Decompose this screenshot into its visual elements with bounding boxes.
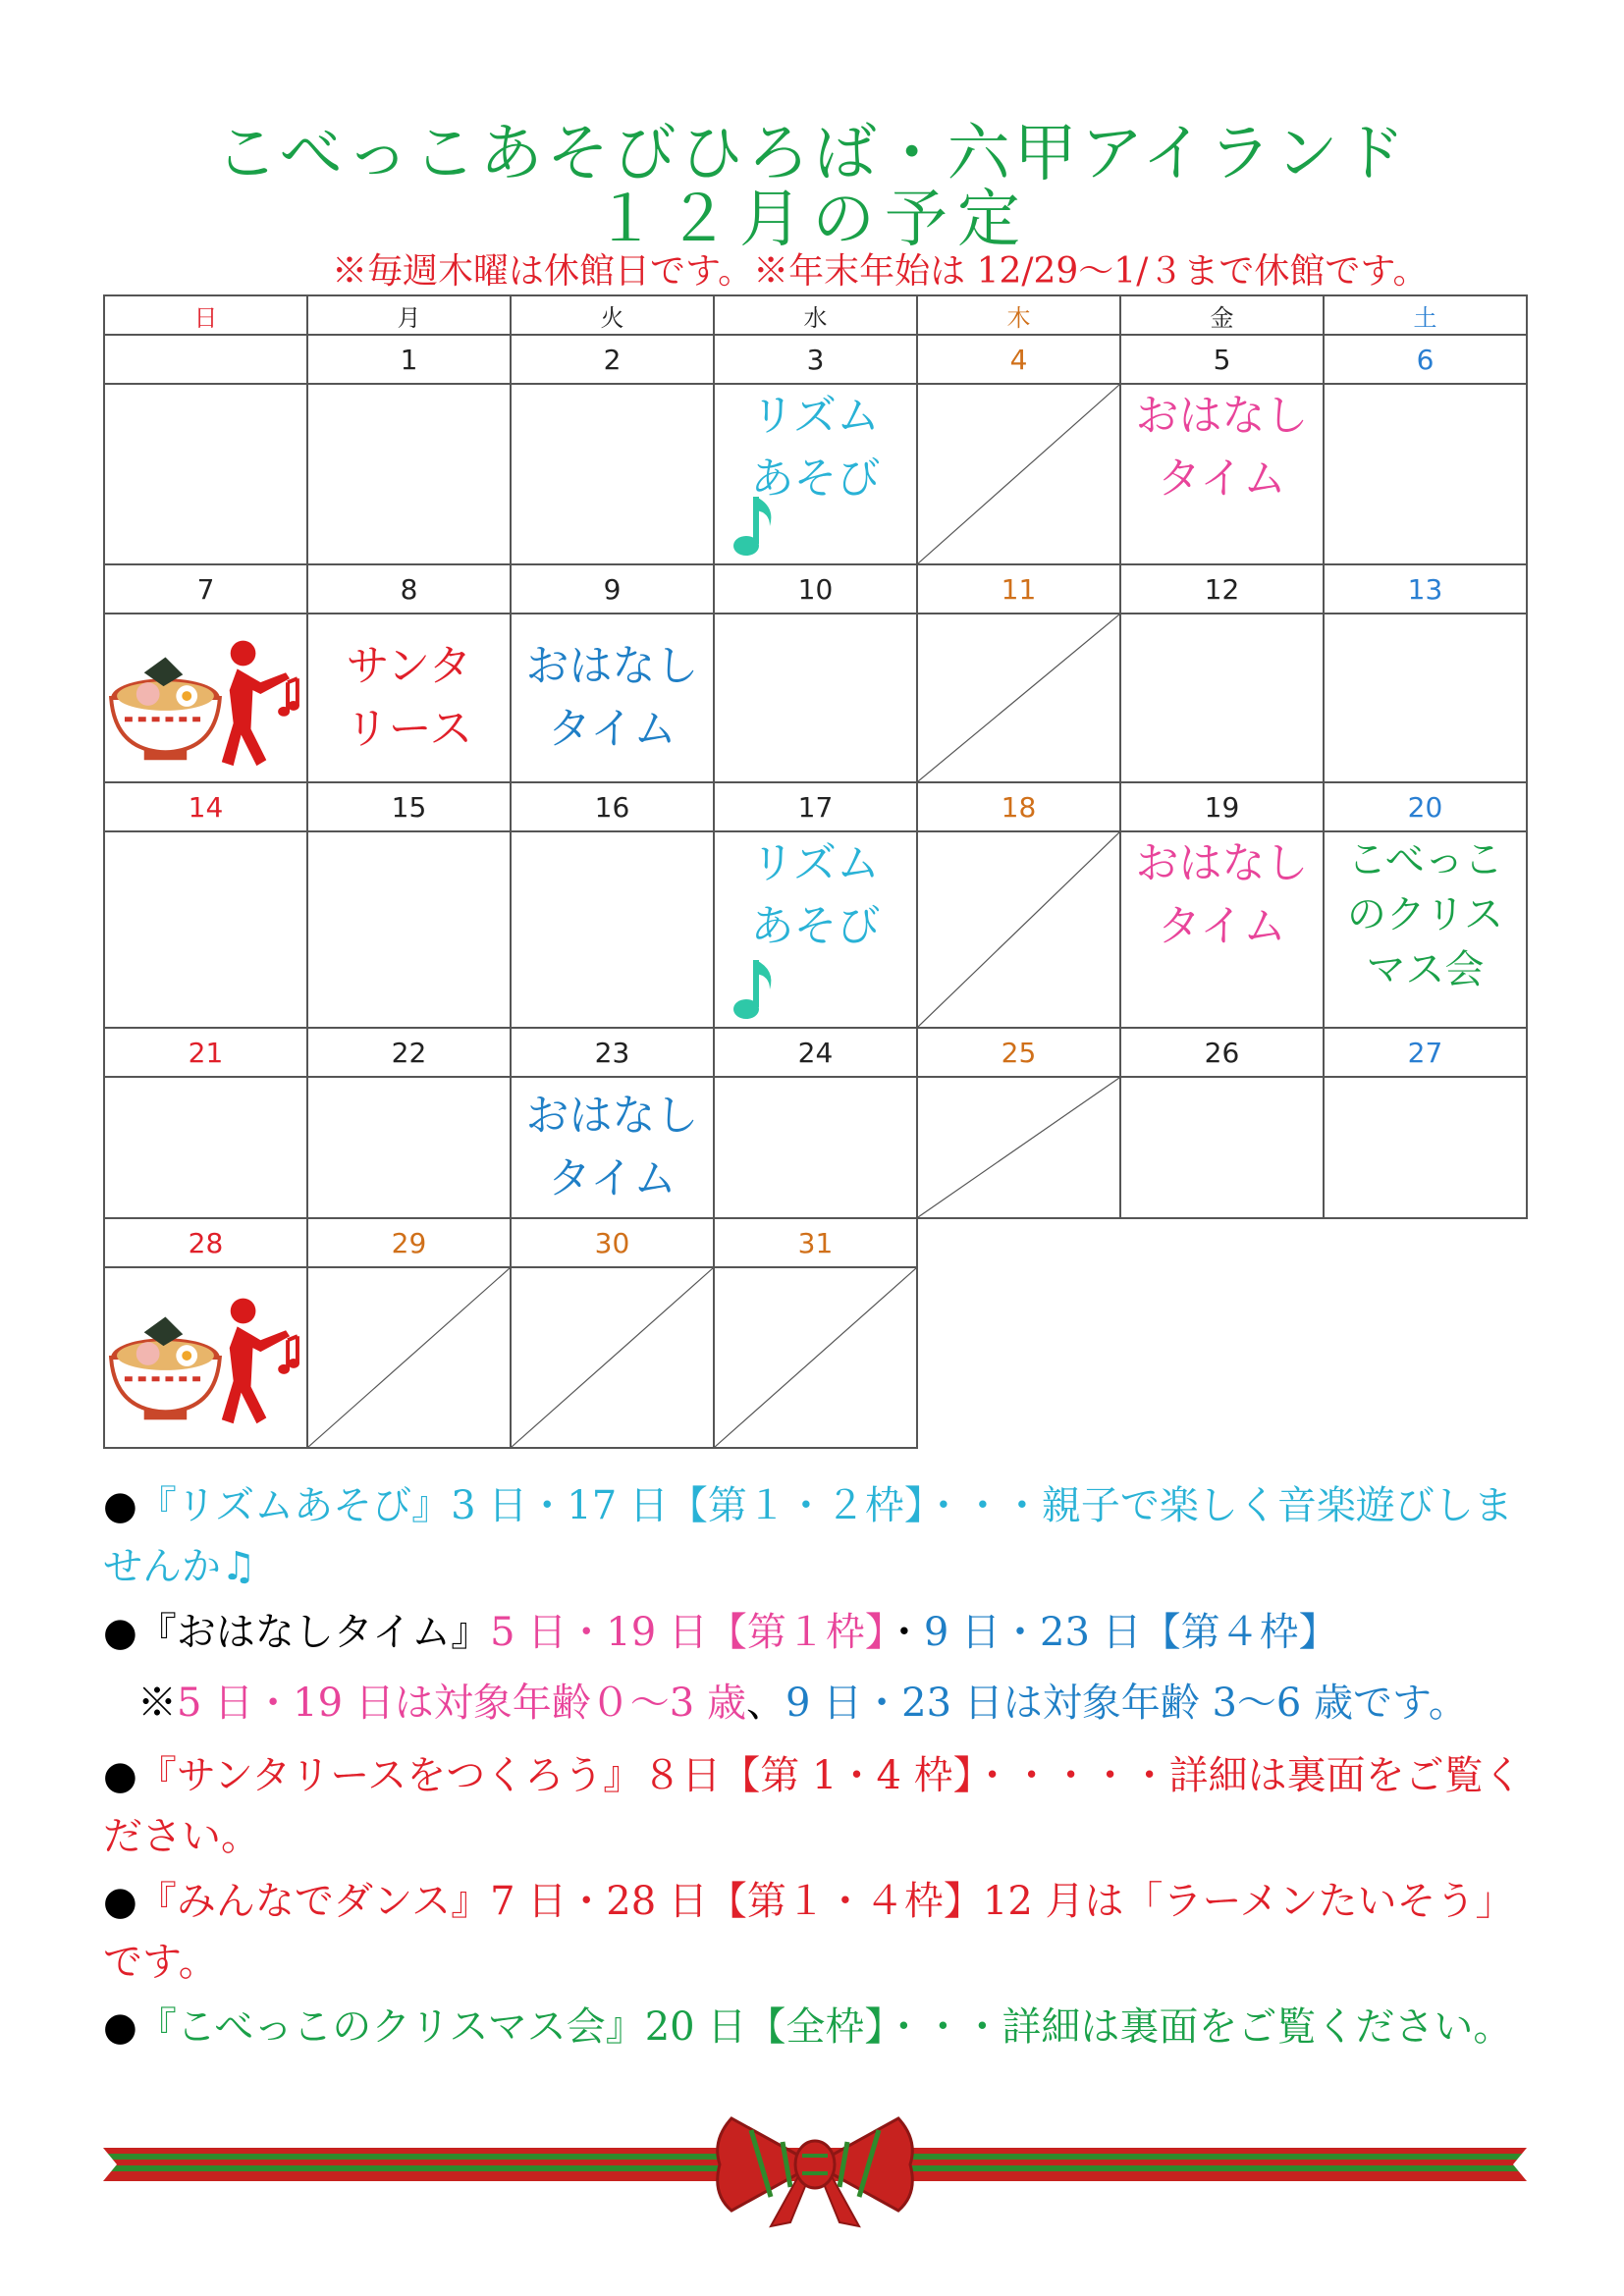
event-label: リズム bbox=[750, 391, 881, 441]
date-cell: 10 bbox=[714, 564, 917, 614]
music-note-icon bbox=[732, 956, 782, 1025]
closed-slash bbox=[512, 1268, 713, 1447]
date-cell: 31 bbox=[714, 1218, 917, 1267]
event-cell bbox=[1120, 1077, 1324, 1218]
event-label: こべっこ bbox=[1347, 837, 1503, 882]
desc-ohanashi bbox=[103, 1602, 1527, 1663]
ribbon-bow-decoration bbox=[103, 2101, 1527, 2228]
closure-notice: ※毎週木曜は休館日です。※年末年始は 12/29～1/３まで休館です。 bbox=[332, 251, 1429, 292]
event-cell bbox=[511, 384, 714, 564]
weekday-mon: 月 bbox=[307, 295, 511, 335]
weekday-header-row bbox=[104, 295, 1527, 335]
desc-dance bbox=[103, 1871, 1527, 1993]
date-cell: 28 bbox=[104, 1218, 307, 1267]
date-cell: 12 bbox=[1120, 564, 1324, 614]
date-cell: 6 bbox=[1324, 335, 1527, 384]
date-cell: 16 bbox=[511, 782, 714, 831]
note-part1: 5 日・19 日は対象年齢０～3 歳 bbox=[177, 1681, 746, 1726]
empty-cell bbox=[1120, 1267, 1324, 1448]
closed-cell bbox=[307, 1267, 511, 1448]
desc-dance-text: 『みんなでダンス』7 日・28 日【第１・４枠】12 月は「ラーメンたいそう」です。 bbox=[103, 1879, 1515, 1985]
date-cell: 13 bbox=[1324, 564, 1527, 614]
event-cell bbox=[307, 831, 511, 1028]
event-label: おはなし bbox=[525, 641, 699, 691]
date-cell: 5 bbox=[1120, 335, 1324, 384]
desc-separator: ・ bbox=[884, 1610, 924, 1655]
bullet: ● bbox=[103, 1879, 137, 1924]
week-4-events bbox=[104, 1077, 1527, 1218]
event-label: リース bbox=[345, 704, 473, 754]
date-cell: 27 bbox=[1324, 1028, 1527, 1077]
event-cell bbox=[1324, 384, 1527, 564]
closed-slash bbox=[918, 1078, 1119, 1217]
weekday-wed: 水 bbox=[714, 295, 917, 335]
desc-xmas bbox=[103, 1997, 1527, 2057]
date-cell: 1 bbox=[307, 335, 511, 384]
empty-cell bbox=[1120, 1218, 1324, 1267]
event-santa bbox=[307, 614, 511, 782]
closed-cell bbox=[511, 1267, 714, 1448]
date-cell: 14 bbox=[104, 782, 307, 831]
empty-cell bbox=[917, 1267, 1120, 1448]
week-5-events bbox=[104, 1267, 1527, 1448]
closed-slash bbox=[308, 1268, 510, 1447]
event-cell bbox=[307, 384, 511, 564]
event-cell bbox=[1324, 1077, 1527, 1218]
date-cell: 4 bbox=[917, 335, 1120, 384]
calendar-table bbox=[103, 294, 1528, 1449]
weekday-sun: 日 bbox=[104, 295, 307, 335]
closed-slash bbox=[918, 832, 1119, 1027]
event-cell bbox=[1324, 614, 1527, 782]
date-cell: 18 bbox=[917, 782, 1120, 831]
week-1-events bbox=[104, 384, 1527, 564]
date-cell: 2 bbox=[511, 335, 714, 384]
desc-rhythm-text: 『リズムあそび』3 日・17 日【第１・２枠】・・・親子で楽しく音楽遊びしませんか♫ bbox=[103, 1483, 1513, 1589]
desc-ohanashi-note bbox=[137, 1673, 1561, 1734]
closed-cell bbox=[917, 614, 1120, 782]
date-cell: 3 bbox=[714, 335, 917, 384]
event-rhythm bbox=[714, 831, 917, 1028]
event-label: あそび bbox=[750, 901, 881, 951]
event-cell bbox=[714, 614, 917, 782]
event-label: マス会 bbox=[1366, 947, 1485, 992]
ramen-dance-illustration bbox=[105, 1268, 306, 1447]
closed-cell bbox=[917, 384, 1120, 564]
week-3-dates bbox=[104, 782, 1527, 831]
date-cell: 7 bbox=[104, 564, 307, 614]
bullet: ● bbox=[103, 1610, 137, 1655]
event-label: サンタ bbox=[346, 641, 472, 691]
event-rhythm bbox=[714, 384, 917, 564]
page-title: こべっこあそびひろば・六甲アイランド bbox=[215, 118, 1409, 190]
date-cell: 15 bbox=[307, 782, 511, 831]
event-label: おはなし bbox=[1135, 391, 1309, 441]
event-ohanashi bbox=[1120, 384, 1324, 564]
date-cell: 19 bbox=[1120, 782, 1324, 831]
event-label: おはなし bbox=[525, 1091, 699, 1141]
date-cell: 8 bbox=[307, 564, 511, 614]
closed-cell bbox=[714, 1267, 917, 1448]
event-label: おはなし bbox=[1135, 838, 1309, 888]
empty-cell bbox=[917, 1218, 1120, 1267]
dance-cell bbox=[104, 614, 307, 782]
event-label: タイム bbox=[547, 704, 677, 754]
event-label: タイム bbox=[547, 1153, 677, 1203]
event-cell bbox=[104, 1077, 307, 1218]
bullet: ● bbox=[103, 1483, 137, 1528]
event-ohanashi bbox=[511, 614, 714, 782]
bullet: ● bbox=[103, 1753, 137, 1798]
date-cell: 11 bbox=[917, 564, 1120, 614]
desc-xmas-text: 『こべっこのクリスマス会』20 日【全枠】・・・詳細は裏面をご覧ください。 bbox=[136, 2004, 1513, 2050]
weekday-tue: 火 bbox=[511, 295, 714, 335]
closed-slash bbox=[918, 614, 1119, 781]
date-cell bbox=[104, 335, 307, 384]
event-label: のクリス bbox=[1346, 892, 1504, 937]
event-cell bbox=[714, 1077, 917, 1218]
event-xmas bbox=[1324, 831, 1527, 1028]
event-label: タイム bbox=[1157, 454, 1287, 504]
closed-slash bbox=[918, 385, 1119, 563]
event-label: タイム bbox=[1157, 901, 1287, 951]
event-cell bbox=[104, 384, 307, 564]
event-ohanashi bbox=[511, 1077, 714, 1218]
empty-cell bbox=[1324, 1267, 1527, 1448]
page-subtitle: １２月の予定 bbox=[594, 184, 1030, 256]
date-cell: 23 bbox=[511, 1028, 714, 1077]
desc-santa-text: 『サンタリースをつくろう』８日【第 1・4 枠】・・・・・詳細は裏面をご覧ください。 bbox=[103, 1753, 1523, 1859]
date-cell: 20 bbox=[1324, 782, 1527, 831]
date-cell: 17 bbox=[714, 782, 917, 831]
weekday-thu: 木 bbox=[917, 295, 1120, 335]
desc-ohanashi-part1: 5 日・19 日【第１枠】 bbox=[490, 1610, 885, 1655]
week-1-dates bbox=[104, 335, 1527, 384]
date-cell: 30 bbox=[511, 1218, 714, 1267]
date-cell: 24 bbox=[714, 1028, 917, 1077]
week-2-dates bbox=[104, 564, 1527, 614]
event-label: リズム bbox=[750, 838, 881, 888]
music-note-icon bbox=[732, 493, 782, 561]
empty-cell bbox=[1324, 1218, 1527, 1267]
date-cell: 25 bbox=[917, 1028, 1120, 1077]
date-cell: 26 bbox=[1120, 1028, 1324, 1077]
desc-ohanashi-name: 『おはなしタイム』 bbox=[136, 1610, 491, 1655]
event-cell bbox=[307, 1077, 511, 1218]
bullet: ● bbox=[103, 2004, 137, 2050]
note-separator: 、 bbox=[745, 1681, 785, 1726]
desc-rhythm bbox=[103, 1475, 1527, 1597]
date-cell: 9 bbox=[511, 564, 714, 614]
date-cell: 29 bbox=[307, 1218, 511, 1267]
date-cell: 22 bbox=[307, 1028, 511, 1077]
desc-ohanashi-part2: 9 日・23 日【第４枠】 bbox=[923, 1610, 1338, 1655]
date-cell: 21 bbox=[104, 1028, 307, 1077]
note-part2: 9 日・23 日は対象年齢 3～6 歳です。 bbox=[785, 1681, 1468, 1726]
closed-cell bbox=[917, 831, 1120, 1028]
weekday-fri: 金 bbox=[1120, 295, 1324, 335]
desc-santa bbox=[103, 1745, 1527, 1867]
note-mark: ※ bbox=[137, 1681, 177, 1726]
dance-cell bbox=[104, 1267, 307, 1448]
week-4-dates bbox=[104, 1028, 1527, 1077]
event-cell bbox=[1120, 614, 1324, 782]
closed-cell bbox=[917, 1077, 1120, 1218]
weekday-sat: 土 bbox=[1324, 295, 1527, 335]
event-cell bbox=[511, 831, 714, 1028]
event-ohanashi bbox=[1120, 831, 1324, 1028]
closed-slash bbox=[715, 1268, 916, 1447]
ramen-dance-illustration bbox=[105, 614, 306, 781]
week-2-events bbox=[104, 614, 1527, 782]
week-5-dates bbox=[104, 1218, 1527, 1267]
event-cell bbox=[104, 831, 307, 1028]
week-3-events bbox=[104, 831, 1527, 1028]
event-label: あそび bbox=[750, 454, 881, 504]
